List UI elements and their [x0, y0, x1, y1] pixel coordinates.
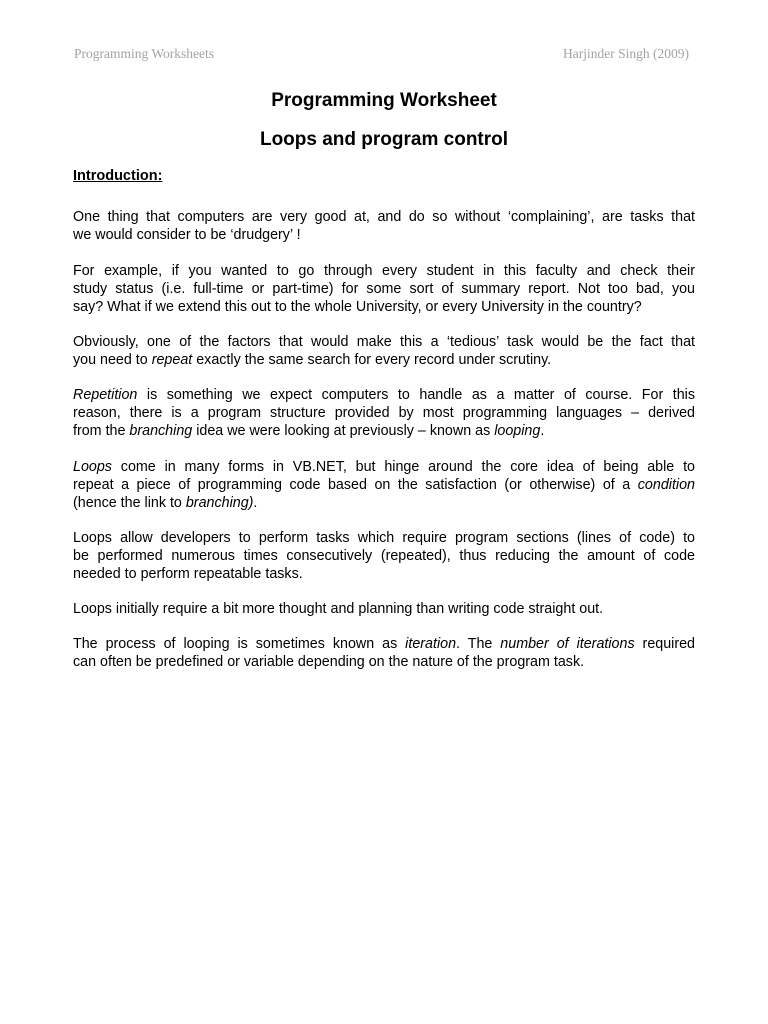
paragraph-1 [73, 208, 695, 244]
emphasis-iteration: iteration [405, 636, 457, 652]
paragraph-7 [73, 600, 695, 618]
paragraph-line [73, 494, 695, 512]
text-run: required [634, 636, 696, 652]
text-run: . The [456, 636, 501, 652]
paragraph-line [73, 458, 695, 476]
text-run: . [253, 495, 258, 511]
paragraph-2 [73, 262, 695, 316]
emphasis-repetition: Repetition [73, 387, 138, 403]
emphasis-branching: branching [129, 423, 193, 439]
paragraph-6 [73, 529, 695, 583]
paragraph-line: we would consider to be ‘drudgery’ ! [73, 227, 301, 243]
emphasis-branching: branching) [185, 495, 254, 511]
text-run: exactly the same search for every record under scrutiny. [192, 352, 552, 368]
paragraph-line [73, 386, 695, 404]
paragraph-8 [73, 635, 695, 671]
paragraph-line: reason, there is a program structure provided by most programming languages – derived [73, 405, 695, 421]
emphasis-looping: looping [494, 423, 541, 439]
emphasis-condition: condition [637, 477, 695, 493]
paragraph-line: For example, if you wanted to go through every student in this faculty and check their [73, 263, 695, 279]
text-run: from the [73, 423, 130, 439]
emphasis-loops: Loops [73, 459, 112, 475]
text-run: . [540, 423, 545, 439]
paragraph-line: study status (i.e. full-time or part-time) for some sort of summary report. Not too bad, you [73, 281, 695, 297]
running-header [74, 46, 689, 66]
header-left-text: Programming Worksheets [74, 46, 215, 61]
paragraph-4 [73, 386, 695, 440]
paragraph-line [73, 635, 695, 653]
paragraph-line: be performed numerous times consecutively (repeated), thus reducing the amount of code [73, 548, 695, 564]
header-right-text: Harjinder Singh (2009) [563, 46, 689, 61]
paragraph-line: One thing that computers are very good at, and do so without ‘complaining’, are tasks that [73, 209, 695, 225]
paragraph-line: can often be predefined or variable depending on the nature of the program task. [73, 654, 585, 670]
document-title: Programming Worksheet [271, 90, 497, 111]
section-heading-introduction: Introduction: [73, 168, 163, 184]
document-subtitle: Loops and program control [259, 129, 509, 150]
paragraph-line: Loops allow developers to perform tasks which require program sections (lines of code) to [73, 530, 695, 546]
paragraph-line [73, 351, 695, 369]
text-run: repeat a piece of programming code based on the satisfaction (or otherwise) of a [73, 477, 638, 493]
text-run: The process of looping is sometimes known as [73, 636, 406, 652]
paragraph-line: Loops initially require a bit more thought and planning than writing code straight out. [73, 601, 604, 617]
text-run: come in many forms in VB.NET, but hinge around the core idea of being able to [111, 459, 695, 475]
paragraph-line [73, 422, 695, 440]
paragraph-line: say? What if we extend this out to the whole University, or every University in the country? [73, 299, 642, 315]
paragraph-5 [73, 458, 695, 512]
paragraph-3 [73, 333, 695, 369]
text-run: is something we expect computers to handle as a matter of course. For this [137, 387, 695, 403]
paragraph-line [73, 476, 695, 494]
text-run: you need to [73, 352, 152, 368]
text-run: idea we were looking at previously – known as [192, 423, 495, 439]
text-run: (hence the link to [73, 495, 186, 511]
paragraph-line: Obviously, one of the factors that would make this a ‘tedious’ task would be the fact that [73, 334, 695, 350]
emphasis-number-of-iterations: number of iterations [500, 636, 635, 652]
paragraph-line: needed to perform repeatable tasks. [73, 566, 303, 582]
emphasis-repeat: repeat [151, 352, 193, 368]
